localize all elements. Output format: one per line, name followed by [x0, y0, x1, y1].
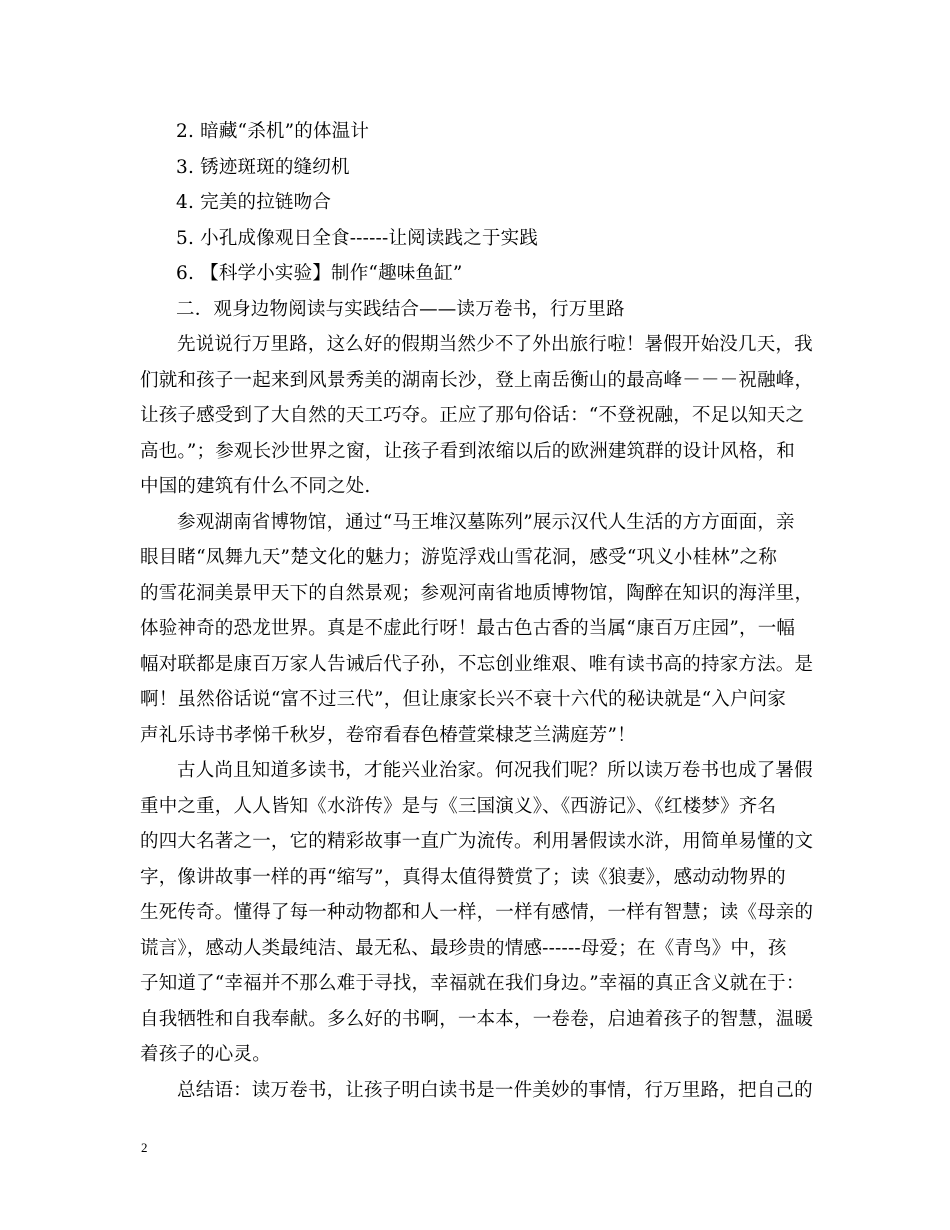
paragraph-travel	[140, 327, 812, 505]
paragraph-line: 声礼乐诗书孝悌千秋岁，卷帘看春色椿萱棠棣芝兰满庭芳”！	[140, 724, 636, 746]
paragraph-line: 重中之重，人人皆知《水浒传》是与《三国演义》、《西游记》、《红楼梦》齐名	[140, 795, 777, 817]
list-item: 3. 锈迹斑斑的缝纫机	[176, 156, 350, 178]
paragraph-line: 的雪花洞美景甲天下的自然景观；参观河南省地质博物馆，陶醉在知识的海洋里，	[140, 582, 814, 604]
paragraph-summary	[140, 1073, 812, 1109]
paragraph-line: 子知道了“幸福并不那么难于寻找，幸福就在我们身边。”幸福的真正含义就在于：	[140, 973, 805, 994]
paragraph-line: 参观湖南省博物馆，通过“马王堆汉墓陈列”展示汉代人生活的方方面面，亲	[177, 511, 795, 533]
list-item: 4. 完美的拉链吻合	[176, 192, 332, 213]
body-text	[140, 114, 812, 1108]
page-number: 2	[141, 1140, 148, 1155]
paragraph-museum	[140, 505, 812, 754]
paragraph-line: 的四大名著之一，它的精彩故事一直广为流传。利用暑假读水浒，用简单易懂的文	[140, 831, 814, 852]
list-item: 2. 暗藏“杀机”的体温计	[176, 121, 370, 142]
list-item: 6. 【科学小实验】制作“趣味鱼缸”	[176, 263, 463, 284]
paragraph-line: 中国的建筑有什么不同之处.	[140, 476, 371, 497]
paragraph-line: 们就和孩子一起来到风景秀美的湖南长沙，登上南岳衡山的最高峰－－－祝融峰，	[140, 369, 814, 391]
paragraph-line: 先说说行万里路，这么好的假期当然少不了外出旅行啦！暑假开始没几天，我	[177, 334, 813, 355]
paragraph-line: 谎言》，感动人类最纯洁、最无私、最珍贵的情感------母爱；在《青鸟》中，孩	[140, 937, 787, 959]
paragraph-line: 让孩子感受到了大自然的天工巧夺。正应了那句俗话：“不登祝融，不足以知天之	[140, 405, 805, 426]
paragraph-line: 着孩子的心灵。	[140, 1044, 271, 1065]
section-heading: 二．观身边物阅读与实践结合——读万卷书，行万里路	[176, 298, 625, 320]
paragraph-line: 自我牺牲和自我奉献。多么好的书啊，一本本，一卷卷，启迪着孩子的智慧，温暖	[140, 1008, 814, 1030]
paragraph-line: 幅对联都是康百万家人告诫后代子孙，不忘创业维艰、唯有读书高的持家方法。是	[140, 653, 814, 675]
paragraph-line: 眼目睹“凤舞九天”楚文化的魅力；游览浮戏山雪花洞，感受“巩义小桂林”之称	[140, 547, 778, 568]
paragraph-line: 总结语：读万卷书，让孩子明白读书是一件美妙的事情，行万里路，把自己的	[177, 1079, 813, 1101]
paragraph-line: 高也。”；参观长沙世界之窗，让孩子看到浓缩以后的欧洲建筑群的设计风格，和	[140, 440, 795, 462]
paragraph-line: 字，像讲故事一样的再“缩写”，真得太值得赞赏了；读《狼妻》，感动动物界的	[140, 866, 786, 888]
paragraph-line: 啊！虽然俗话说“富不过三代”，但让康家长兴不衰十六代的秘诀就是“入户问家	[140, 689, 787, 710]
paragraph-line: 古人尚且知道多读书，才能兴业治家。何况我们呢？所以读万卷书也成了暑假	[177, 760, 813, 781]
paragraph-reading	[140, 753, 812, 1073]
list-item: 5. 小孔成像观日全食------让阅读践之于实践	[176, 227, 539, 249]
paragraph-line: 体验神奇的恐龙世界。真是不虚此行呀！最古色古香的当属“康百万庄园”，一幅	[140, 618, 796, 639]
paragraph-line: 生死传奇。懂得了每一种动物都和人一样，一样有感情，一样有智慧；读《母亲的	[140, 902, 814, 923]
